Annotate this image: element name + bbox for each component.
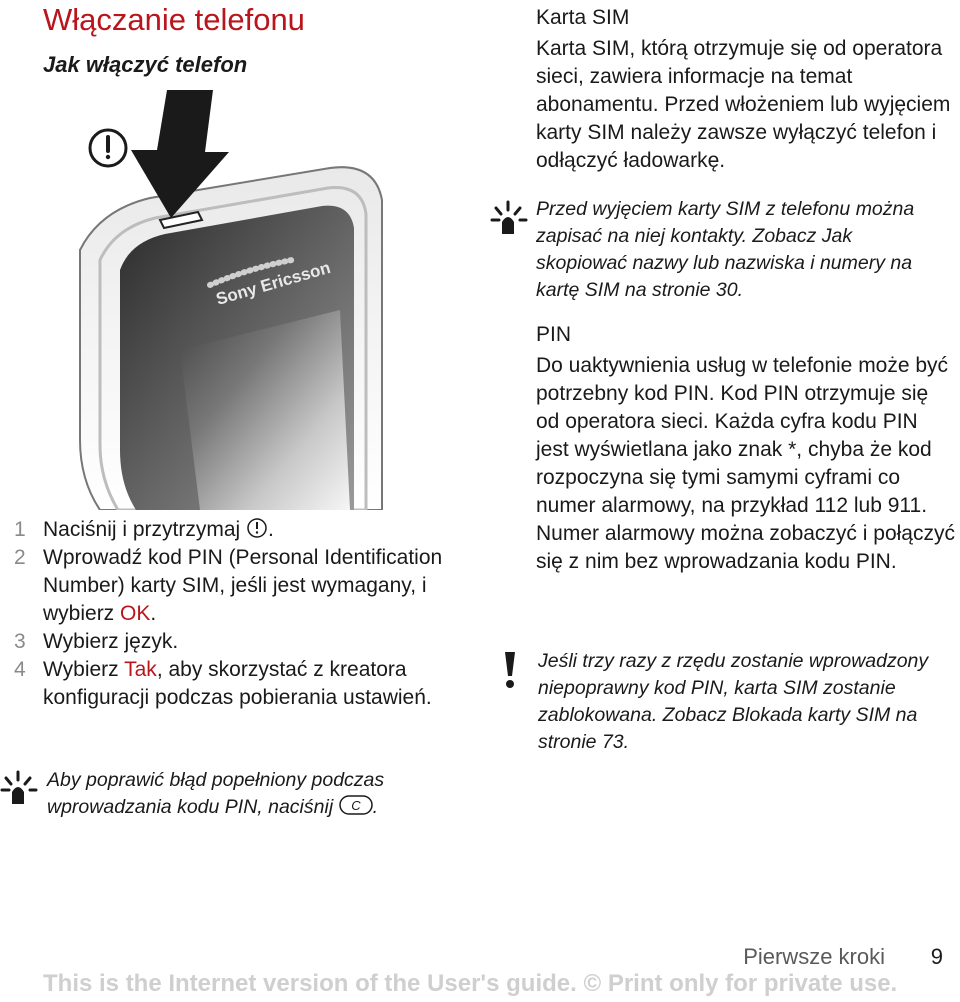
- exclamation-icon: [500, 650, 520, 690]
- step-text-end: .: [150, 602, 157, 625]
- list-item: [14, 544, 454, 628]
- section-title-sim: Karta SIM: [536, 6, 630, 29]
- tip-end: .: [372, 796, 378, 818]
- brand-logo: Sony Ericsson: [213, 258, 333, 309]
- step-number: 2: [14, 546, 26, 569]
- tip-body: Aby poprawić błąd popełniony podczas wprowadzania kodu PIN, naciśnij: [47, 769, 385, 818]
- footer-chapter: Pierwsze kroki: [743, 944, 885, 969]
- step-number: 4: [14, 658, 26, 681]
- tip-text: [47, 767, 467, 821]
- list-item: [14, 628, 454, 656]
- page-number: 9: [930, 944, 943, 969]
- page-title: Włączanie telefonu: [43, 2, 305, 37]
- arrow-down-icon: [125, 90, 235, 230]
- step-number: 3: [14, 630, 26, 653]
- svg-text:C: C: [350, 798, 361, 813]
- steps-list: [14, 516, 454, 712]
- sim-tip-text: Przed wyjęciem karty SIM z telefonu można zapisać na niej kontakty. Zobacz Jak skopiować nazwy lub nazwiska i numery na kartę SIM na stronie 30.: [536, 198, 915, 301]
- list-item: [14, 656, 454, 712]
- c-key-icon: [339, 794, 373, 816]
- tip-icon: [0, 768, 40, 808]
- sim-paragraph: Karta SIM, którą otrzymuje się od operatora sieci, zawiera informacje na temat abonamentu. Przed włożeniem lub wyjęciem karty SIM należy zawsze wyłączyć telefon i odłączyć ładowarkę.: [536, 37, 951, 172]
- pin-warning-text: Jeśli trzy razy z rzędu zostanie wprowadzony niepoprawny kod PIN, karta SIM zostanie zablokowana. Zobacz Blokada karty SIM na stronie 73.: [538, 650, 929, 753]
- step-number: 1: [14, 518, 26, 541]
- softkey-tak: Tak: [124, 658, 157, 681]
- softkey-ok: OK: [120, 602, 151, 625]
- step-text-end: , aby skorzystać z kreatora konfiguracji podczas pobierania ustawień.: [43, 658, 432, 709]
- pin-paragraph: Do uaktywnienia usług w telefonie może być potrzebny kod PIN. Kod PIN otrzymuje się od operatora sieci. Każda cyfra kodu PIN jest wyświetlana jako znak *, chyba że kod rozpoczyna się tymi samymi cyframi co numer alarmowy, na przykład 112 lub 911. Numer alarmowy można zobaczyć i połączyć się z nim bez wprowadzania kodu PIN.: [536, 354, 955, 573]
- section-title-pin: PIN: [536, 323, 572, 346]
- tip-icon: [490, 198, 530, 238]
- step-text: Wybierz język.: [43, 630, 179, 653]
- step-text: Wybierz: [43, 658, 119, 681]
- section-subtitle: Jak włączyć telefon: [43, 52, 248, 77]
- step-text-end: .: [268, 518, 274, 541]
- power-icon: [86, 126, 130, 170]
- power-key-icon: [246, 517, 268, 539]
- footer-disclaimer: This is the Internet version of the User's guide. © Print only for private use.: [43, 970, 898, 997]
- step-text: Wprowadź kod PIN (Personal Identification Number) karty SIM, jeśli jest wymagany, i wybierz: [43, 546, 443, 625]
- list-item: [14, 516, 454, 544]
- step-text: Naciśnij i przytrzymaj: [43, 518, 241, 541]
